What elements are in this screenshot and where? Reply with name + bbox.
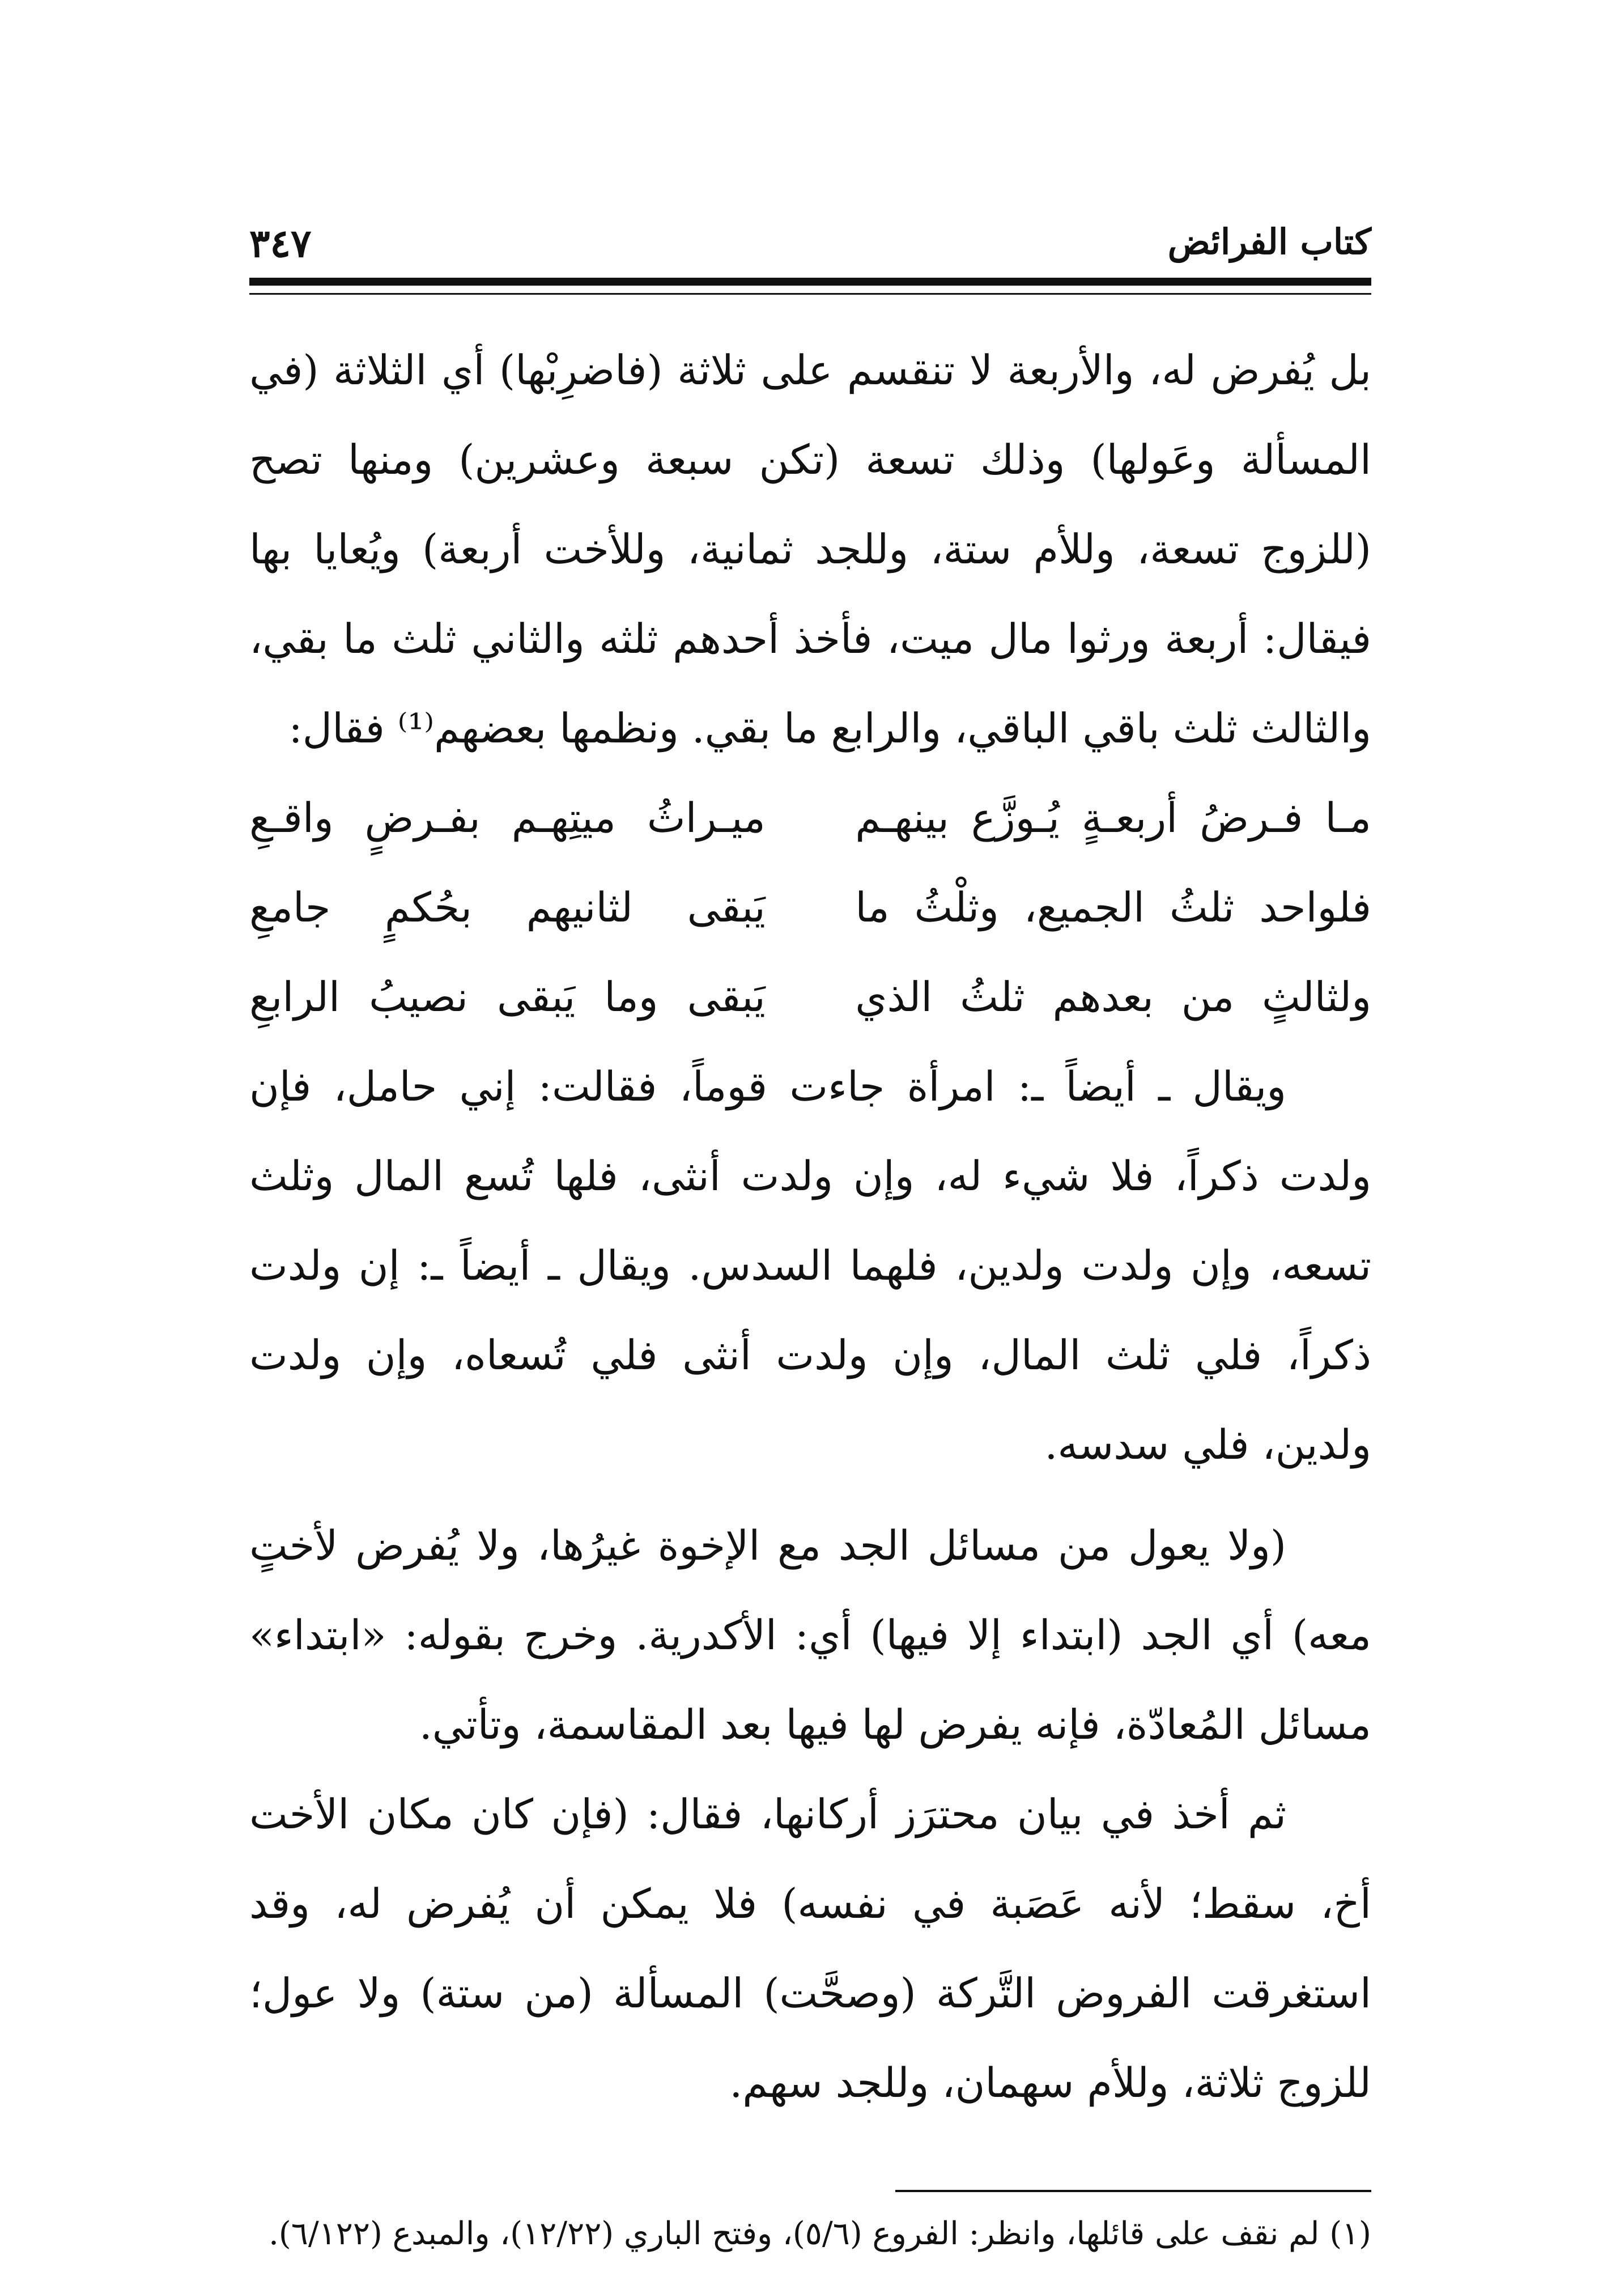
paragraph-1: بل يُفرض له، والأربعة لا تنقسم على ثلاثة (فاضرِبْها) أي الثلاثة (في المسألة وعَولها) وذلك تسعة (تكن سبعة وعشرين) ومنها تصح (للزوج تسعة، وللأم ستة، وللجد ثمانية، وللأخت أربعة) ويُعايا بها فيقال: أربعة ورثوا مال ميت، فأخذ أحدهم ثلثه والثاني ثلث ما بقي، والثالث ثلث باقي الباقي، والرابع ما بقي. ونظمها بعضهم⁽¹⁾ فقال: [249, 346, 1371, 752]
poem-line-3-second: يَبقى وما يَبقى نصيبُ الرابعِ [249, 973, 766, 1021]
poem-line-2 [249, 863, 1371, 952]
footnote-divider [895, 2190, 1371, 2192]
poem-line-1-second: ميـراثُ ميتِهـم بفـرضٍ واقـعِ [249, 794, 766, 842]
poem-line-2-second: يَبقى لثانيهم بحُكمٍ جامعِ [249, 884, 766, 931]
paragraph-2: ويقال ـ أيضاً ـ: امرأة جاءت قوماً، فقالت: إني حامل، فإن ولدت ذكراً، فلا شيء له، وإن ولدت أنثى، فلها تُسع المال وثلث تسعه، وإن ولدت ولدين، فلهما السدس. ويقال ـ أيضاً ـ: إن ولدت ذكراً، فلي ثلث المال، وإن ولدت أنثى فلي تُسعاه، وإن ولدت ولدين، فلي سدسه. [249, 1063, 1371, 1468]
poem-line-3 [249, 952, 1371, 1042]
running-header [249, 215, 1371, 286]
poem-line-3-first: ولثالثٍ من بعدهم ثلثُ الذي [855, 973, 1371, 1021]
book-page [249, 215, 1372, 2252]
main-text [249, 325, 1371, 2128]
poem-line-2-first: فلواحد ثلثُ الجميع، وثلْثُ ما [855, 884, 1371, 931]
book-title: كتاب الفرائض [1167, 221, 1371, 262]
page-number: ٣٤٧ [249, 221, 312, 266]
poem [249, 773, 1371, 1042]
paragraph-4: ثم أخذ في بيان محترَز أركانها، فقال: (فإن كان مكان الأخت أخ، سقط؛ لأنه عَصَبة في نفسه) فلا يمكن أن يُفرض له، وقد استغرقت الفروض التَّركة (وصحَّت) المسألة (من ستة) ولا عول؛ للزوج ثلاثة، وللأم سهمان، وللجد سهم. [249, 1790, 1371, 2107]
poem-line-1-first: مـا فـرضُ أربعـةٍ يُـوزَّع بينهـم [855, 794, 1371, 842]
paragraph-3: (ولا يعول من مسائل الجد مع الإخوة غيرُها، ولا يُفرض لأختٍ معه) أي الجد (ابتداء إلا فيها) أي: الأكدرية. وخرج بقوله: «ابتداء» مسائل المُعادّة، فإنه يفرض لها فيها بعد المقاسمة، وتأتي. [249, 1522, 1372, 1748]
poem-line-1 [249, 773, 1371, 863]
footnote: (١) لم نقف على قائلها، وانظر: الفروع (٥/٦)، وفتح الباري (١٢/٢٢)، والمبدع (٦/١٢٢). [269, 2215, 1371, 2252]
